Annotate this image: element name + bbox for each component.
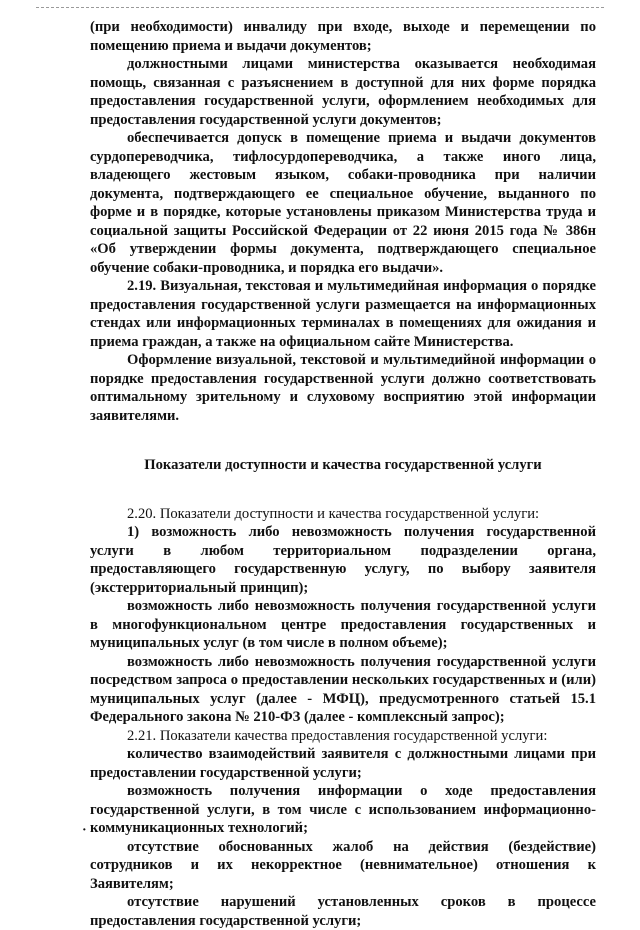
list-item: возможность либо невозможность получения государственной услуги в многофункциональном центре предоставления государственных и муниципальных услуг (в том числе в полном объеме);	[90, 598, 596, 651]
paragraph: Оформление визуальной, текстовой и мультимедийной информации о порядке предоставления государственной услуги должно соответствовать оптимальному зрительному и слуховому восприятию этой информации заявителями.	[90, 352, 596, 424]
list-item: отсутствие нарушений установленных сроков в процессе предоставления государственной услуги;	[90, 894, 596, 929]
list-item: возможность получения информации о ходе предоставления государственной услуги, в том числе с использованием информационно-коммуникационных технологий;	[90, 783, 596, 836]
paragraph-2-21: 2.21. Показатели качества предоставления государственной услуги:	[127, 727, 548, 744]
paragraph: должностными лицами министерства оказывается необходимая помощь, связанная с разъяснением в доступной для них форме порядка предоставления государственной услуги, оформлением необходимых для предоставления государственной услуги документов;	[90, 56, 596, 128]
paragraph: обеспечивается допуск в помещение приема и выдачи документов сурдопереводчика, тифлосурдопереводчика, а также иного лица, владеющего жестовым языком, собаки-проводника при наличии документа, подтверждающего ее специальное обучение, выданного по форме и в порядке, которые установлены приказом Министерства труда и социальной защиты Российской Федерации от 22 июня 2015 года № 386н «Об утверждении формы документа, подтверждающего специальное обучение собаки-проводника, и порядка его выдачи».	[90, 130, 596, 276]
paragraph-2-19: 2.19. Визуальная, текстовая и мультимедийная информация о порядке предоставления государственной услуги размещается на информационных стендах или информационных терминалах в помещениях для ожидания и приема граждан, а также на официальном сайте Министерства.	[90, 278, 596, 350]
list-item: возможность либо невозможность получения государственной услуги посредством запроса о предоставлении нескольких государственных и (или) муниципальных услуг (далее - МФЦ), предусмотренного статьей 15.1 Федерального закона № 210-ФЗ (далее - комплексный запрос);	[90, 653, 596, 725]
document-body	[90, 18, 596, 930]
list-item: отсутствие обоснованных жалоб на действия (бездействие) сотрудников и их некорректное (невнимательное) отношения к Заявителям;	[90, 838, 596, 892]
list-item: количество взаимодействий заявителя с должностными лицами при предоставлении государственной услуги;	[90, 746, 596, 781]
paragraph-2-20: 2.20. Показатели доступности и качества государственной услуги:	[127, 505, 540, 522]
list-item: 1) возможность либо невозможность получения государственной услуги в любом территориальном подразделении органа, предоставляющего государственную услугу, по выбору заявителя (экстерриториальный принцип);	[90, 524, 596, 596]
scan-artifact-dot: ·	[82, 823, 87, 838]
top-edge-rule	[36, 7, 604, 8]
section-heading: Показатели доступности и качества государственной услуги	[144, 457, 542, 473]
paragraph: (при необходимости) инвалиду при входе, выходе и перемещении по помещению приема и выдачи документов;	[90, 19, 596, 54]
